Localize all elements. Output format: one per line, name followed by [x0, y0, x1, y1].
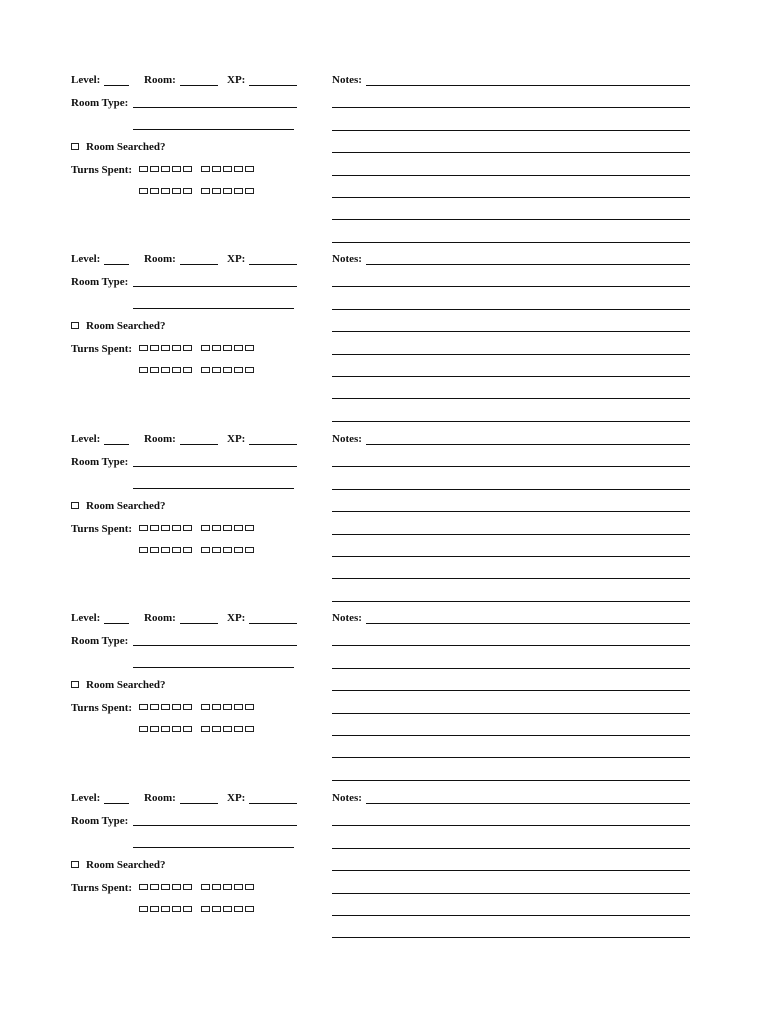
room-searched-checkbox[interactable]	[71, 502, 79, 509]
turn-box[interactable]	[172, 704, 181, 710]
xp-field[interactable]	[249, 803, 297, 804]
room-field[interactable]	[180, 85, 218, 86]
turn-box[interactable]	[139, 166, 148, 172]
room-label: Room:	[144, 792, 176, 804]
turn-box[interactable]	[234, 906, 243, 912]
notes-label: Notes:	[332, 792, 362, 804]
room-searched-checkbox[interactable]	[71, 861, 79, 868]
room-type-label: Room Type:	[71, 635, 129, 647]
turn-box[interactable]	[234, 345, 243, 351]
turn-box[interactable]	[212, 525, 221, 531]
room-field[interactable]	[180, 444, 218, 445]
notes-label: Notes:	[332, 253, 362, 265]
turn-box[interactable]	[234, 166, 243, 172]
notes-line[interactable]	[332, 893, 690, 894]
notes-line[interactable]	[366, 803, 690, 804]
room-type-field-line-2[interactable]	[133, 847, 294, 848]
xp-label: XP:	[227, 74, 246, 86]
notes-line[interactable]	[332, 645, 690, 646]
notes-line[interactable]	[366, 264, 690, 265]
xp-field[interactable]	[249, 623, 297, 624]
turn-box[interactable]	[183, 345, 192, 351]
turn-box[interactable]	[201, 345, 210, 351]
notes-line[interactable]	[332, 130, 690, 131]
notes-line[interactable]	[332, 534, 690, 535]
level-field[interactable]	[104, 803, 129, 804]
turn-box[interactable]	[150, 704, 159, 710]
xp-field[interactable]	[249, 264, 297, 265]
turn-box[interactable]	[223, 166, 232, 172]
level-label: Level:	[71, 433, 101, 445]
turn-box[interactable]	[201, 906, 210, 912]
turn-box[interactable]	[183, 525, 192, 531]
turn-box[interactable]	[150, 166, 159, 172]
room-entry-1	[0, 0, 768, 176]
turn-box[interactable]	[172, 906, 181, 912]
turn-box[interactable]	[234, 884, 243, 890]
turn-box[interactable]	[212, 906, 221, 912]
turn-box[interactable]	[245, 704, 254, 710]
room-type-field-line-2[interactable]	[133, 308, 294, 309]
xp-label: XP:	[227, 792, 246, 804]
notes-line[interactable]	[332, 331, 690, 332]
turn-box[interactable]	[172, 884, 181, 890]
turn-box[interactable]	[172, 166, 181, 172]
room-searched-checkbox[interactable]	[71, 322, 79, 329]
room-searched-checkbox[interactable]	[71, 143, 79, 150]
turn-box[interactable]	[223, 906, 232, 912]
turn-box[interactable]	[161, 166, 170, 172]
turn-box[interactable]	[183, 704, 192, 710]
turn-box[interactable]	[161, 704, 170, 710]
level-field[interactable]	[104, 85, 129, 86]
notes-line[interactable]	[366, 444, 690, 445]
level-label: Level:	[71, 612, 101, 624]
turn-box[interactable]	[161, 906, 170, 912]
notes-line[interactable]	[332, 668, 690, 669]
turn-box[interactable]	[201, 884, 210, 890]
turn-box[interactable]	[234, 704, 243, 710]
room-searched-label: Room Searched?	[86, 679, 166, 691]
turn-box[interactable]	[245, 166, 254, 172]
room-entry-3	[0, 359, 768, 535]
turn-box[interactable]	[201, 704, 210, 710]
room-entry-4	[0, 538, 768, 714]
turn-box[interactable]	[201, 166, 210, 172]
turn-box[interactable]	[212, 704, 221, 710]
notes-line[interactable]	[332, 690, 690, 691]
turn-box[interactable]	[172, 345, 181, 351]
notes-line[interactable]	[332, 489, 690, 490]
turn-box[interactable]	[212, 345, 221, 351]
turns-row-1	[139, 343, 256, 355]
turns-row-1	[139, 164, 256, 176]
turn-box[interactable]	[245, 906, 254, 912]
turn-box[interactable]	[139, 884, 148, 890]
turns-row-1	[139, 702, 256, 714]
turn-box[interactable]	[161, 525, 170, 531]
notes-line[interactable]	[332, 152, 690, 153]
turn-box[interactable]	[183, 166, 192, 172]
notes-line[interactable]	[332, 466, 690, 467]
turn-box[interactable]	[234, 525, 243, 531]
level-field[interactable]	[104, 264, 129, 265]
room-type-label: Room Type:	[71, 456, 129, 468]
room-label: Room:	[144, 433, 176, 445]
level-field[interactable]	[104, 623, 129, 624]
turn-box[interactable]	[223, 345, 232, 351]
notes-line[interactable]	[332, 713, 690, 714]
notes-line[interactable]	[332, 937, 690, 938]
notes-label: Notes:	[332, 433, 362, 445]
notes-line[interactable]	[332, 511, 690, 512]
turn-box[interactable]	[139, 525, 148, 531]
room-entry-5	[0, 718, 768, 894]
turns-row-1	[139, 882, 256, 894]
turn-box[interactable]	[150, 345, 159, 351]
room-type-field[interactable]	[133, 286, 297, 287]
level-field[interactable]	[104, 444, 129, 445]
turn-box[interactable]	[139, 704, 148, 710]
room-searched-label: Room Searched?	[86, 500, 166, 512]
notes-line[interactable]	[332, 175, 690, 176]
room-searched-label: Room Searched?	[86, 141, 166, 153]
room-type-field-line-2[interactable]	[133, 129, 294, 130]
notes-line[interactable]	[332, 915, 690, 916]
notes-label: Notes:	[332, 74, 362, 86]
room-field[interactable]	[180, 803, 218, 804]
xp-label: XP:	[227, 612, 246, 624]
notes-line[interactable]	[332, 848, 690, 849]
turns-spent-label: Turns Spent:	[71, 702, 133, 714]
notes-line[interactable]	[332, 286, 690, 287]
notes-line[interactable]	[332, 870, 690, 871]
xp-field[interactable]	[249, 85, 297, 86]
turns-row-1	[139, 523, 256, 535]
turn-box[interactable]	[139, 906, 148, 912]
turn-box[interactable]	[212, 884, 221, 890]
room-type-field[interactable]	[133, 825, 297, 826]
room-type-field[interactable]	[133, 107, 297, 108]
turn-box[interactable]	[150, 906, 159, 912]
notes-label: Notes:	[332, 612, 362, 624]
room-field[interactable]	[180, 264, 218, 265]
turn-box[interactable]	[150, 525, 159, 531]
room-type-label: Room Type:	[71, 97, 129, 109]
room-type-field[interactable]	[133, 466, 297, 467]
notes-line[interactable]	[366, 623, 690, 624]
xp-label: XP:	[227, 253, 246, 265]
turns-spent-label: Turns Spent:	[71, 523, 133, 535]
room-type-label: Room Type:	[71, 276, 129, 288]
notes-line[interactable]	[332, 825, 690, 826]
turn-box[interactable]	[245, 345, 254, 351]
room-type-field[interactable]	[133, 645, 297, 646]
turn-box[interactable]	[161, 884, 170, 890]
turn-box[interactable]	[183, 884, 192, 890]
level-label: Level:	[71, 74, 101, 86]
turn-box[interactable]	[223, 704, 232, 710]
turn-box[interactable]	[245, 884, 254, 890]
level-label: Level:	[71, 253, 101, 265]
turn-box[interactable]	[223, 884, 232, 890]
notes-line[interactable]	[332, 107, 690, 108]
room-label: Room:	[144, 74, 176, 86]
turn-box[interactable]	[223, 525, 232, 531]
turn-box[interactable]	[172, 525, 181, 531]
turn-box[interactable]	[150, 884, 159, 890]
notes-line[interactable]	[332, 354, 690, 355]
xp-label: XP:	[227, 433, 246, 445]
room-label: Room:	[144, 253, 176, 265]
turn-box[interactable]	[139, 345, 148, 351]
room-type-label: Room Type:	[71, 815, 129, 827]
turn-box[interactable]	[245, 525, 254, 531]
notes-line[interactable]	[366, 85, 690, 86]
turns-row-2	[139, 904, 256, 916]
turns-spent-label: Turns Spent:	[71, 882, 133, 894]
notes-line[interactable]	[332, 309, 690, 310]
turn-box[interactable]	[183, 906, 192, 912]
room-type-field-line-2[interactable]	[133, 667, 294, 668]
turn-box[interactable]	[201, 525, 210, 531]
room-searched-label: Room Searched?	[86, 320, 166, 332]
turns-spent-label: Turns Spent:	[71, 164, 133, 176]
room-field[interactable]	[180, 623, 218, 624]
room-entry-2	[0, 179, 768, 355]
xp-field[interactable]	[249, 444, 297, 445]
room-type-field-line-2[interactable]	[133, 488, 294, 489]
turn-box[interactable]	[212, 166, 221, 172]
turns-spent-label: Turns Spent:	[71, 343, 133, 355]
level-label: Level:	[71, 792, 101, 804]
room-searched-checkbox[interactable]	[71, 681, 79, 688]
turn-box[interactable]	[161, 345, 170, 351]
room-searched-label: Room Searched?	[86, 859, 166, 871]
room-label: Room:	[144, 612, 176, 624]
